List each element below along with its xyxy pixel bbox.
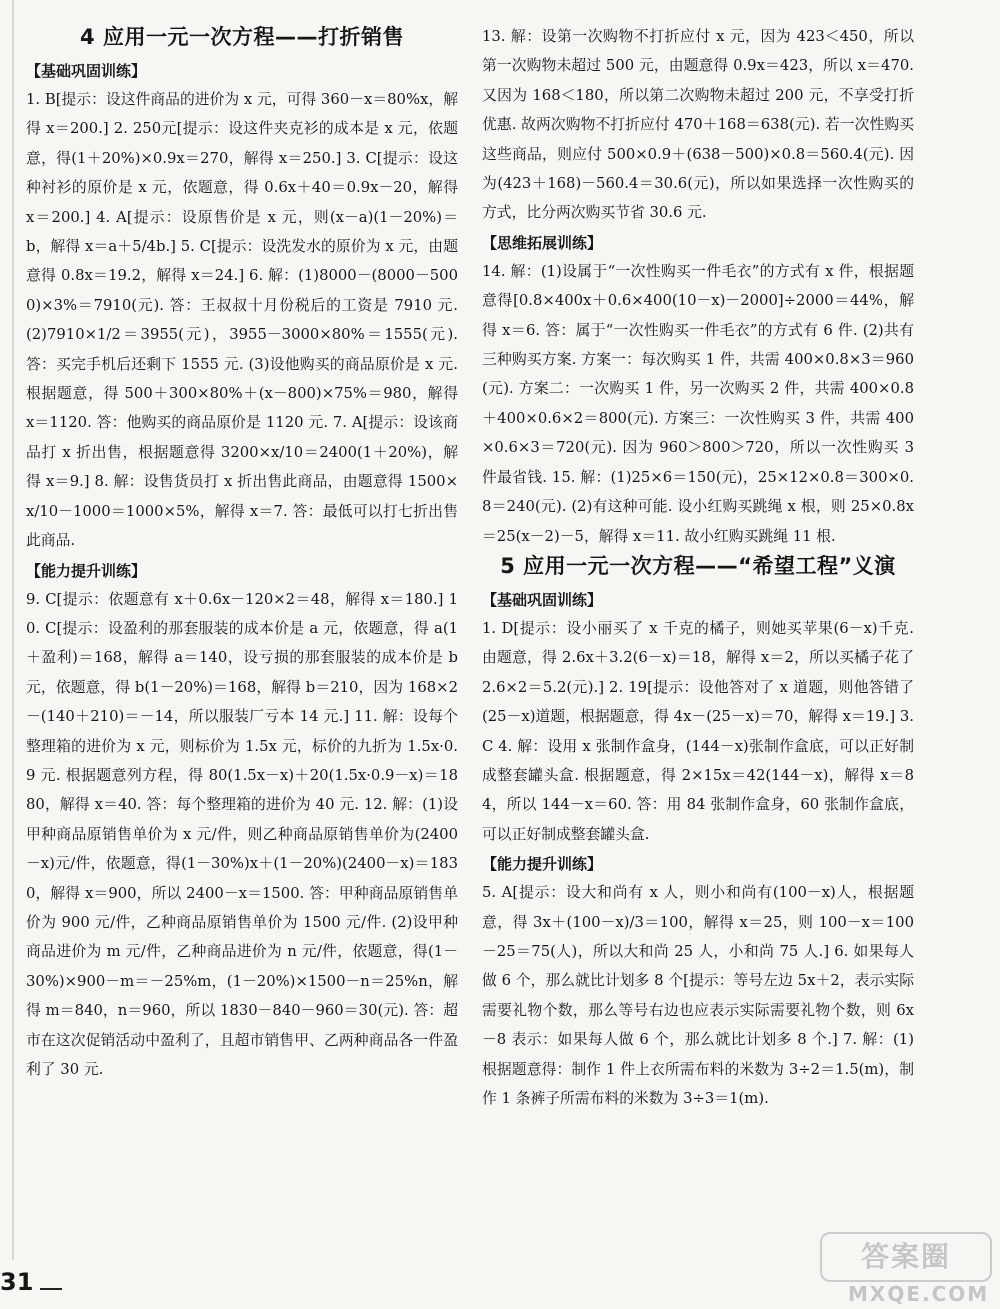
page-number: 31 (0, 1268, 34, 1296)
page-number-rule (40, 1288, 62, 1290)
ability-training-answers: 9. C[提示：依题意有 x＋0.6x－120×2＝48，解得 x＝180.] 10. C[提示：设盈利的那套服装的成本价是 a 元，依题意，得 a(1＋盈利)＝168，解得 a＝140，设亏损的那套服装的成本价是 b 元，依题意，得 b(1－20%)＝168，解得 b＝210，因为 168×2－(140＋210)＝－14，所以服装厂亏本 14 元.] 11. 解：设每个整理箱的进价为 x 元，则标价为 1.5x 元，标价的九折为 1.5x·0.9 元. 根据题意列方程，得 80(1.5x－x)＋20(1.5x·0.9－x)＝1880，解得 x＝40. 答：每个整理箱的进价为 40 元. 12. 解：(1)设甲种商品原销售单价为 x 元/件，则乙种商品原销售单价为(2400－x)元/件，依题意，得(1－30%)x＋(1－20%)(2400－x)＝1830，解得 x＝900，所以 2400－x＝1500. 答：甲种商品原销售单价为 900 元/件，乙种商品原销售单价为 1500 元/件. (2)设甲种商品进价为 m 元/件，乙种商品进价为 n 元/件，依题意，得(1－30%)×900－m＝－25%m，(1－20%)×1500－n＝25%n，解得 m＝840，n＝960，所以 1830－840－960＝30(元). 答：超市在这次促销活动中盈利了，且超市销售甲、乙两种商品各一件盈利了 30 元. (26, 590, 458, 1078)
section-4-title: 4 应用一元一次方程——打折销售 (80, 25, 404, 49)
right-column (482, 22, 914, 1113)
problem-13-answer: 13. 解：设第一次购物不打折应付 x 元，因为 423＜450，所以第一次购物未超过 500 元，由题意得 0.9x＝423，所以 x＝470. 又因为 168＜180，所以第二次购物未超过 200 元，不享受打折优惠. 故两次购物不打折应付 470＋168＝638(元). 若一次性购买这些商品，则应付 500×0.9＋(638－500)×0.8＝560.4(元). 因为(423＋168)－560.4＝30.6(元)，所以如果选择一次性购买的方式，比分两次购买节省 30.6 元. (482, 28, 914, 222)
ability-training-heading: 【能力提升训练】 (26, 561, 147, 580)
section-5-title: 5 应用一元一次方程——“希望工程”义演 (500, 553, 896, 578)
watermark-text: MXQE.COM (848, 1282, 990, 1306)
watermark-mark: 答案圈 (820, 1232, 992, 1282)
watermark-logo (812, 1232, 998, 1308)
basic-training-answers: 1. B[提示：设这件商品的进价为 x 元，可得 360－x＝80%x，解得 x＝200.] 2. 250元[提示：设这件夹克衫的成本是 x 元，依题意，得(1＋20%)×0.9x＝270，解得 x＝250.] 3. C[提示：设这种衬衫的原价是 x 元，依题意，得 0.6x＋40＝0.9x－20，解得 x＝200.] 4. A[提示：设原售价是 x 元，则(x－a)(1－20%)＝b，解得 x＝a＋5/4b.] 5. C[提示：设洗发水的原价为 x 元，由题意得 0.8x＝19.2，解得 x＝24.] 6. 解：(1)8000－(8000－5000)×3%＝7910(元). 答：王叔叔十月份税后的工资是 7910 元. (2)7910×1/2＝3955(元)，3955－3000×80%＝1555(元). 答：买完手机后还剩下 1555 元. (3)设他购买的商品原价是 x 元. 根据题意，得 500＋300×80%＋(x－800)×75%＝980，解得 x＝1120. 答：他购买的商品原价是 1120 元. 7. A[提示：设该商品打 x 折出售，根据题意得 3200×x/10＝2400(1＋20%)，解得 x＝9.] 8. 解：设售货员打 x 折出售此商品，由题意得 1500×x/10－1000＝1000×5%，解得 x＝7. 答：最低可以打七折出售此商品. (26, 91, 458, 550)
section-5-basic-answers: 1. D[提示：设小丽买了 x 千克的橘子，则她买苹果(6－x)千克. 由题意，得 2.6x＋3.2(6－x)＝18，解得 x＝2，所以买橘子花了 2.6×2＝5.2(元).] 2. 19[提示：设他答对了 x 道题，则他答错了(25－x)道题，根据题意，得 4x－(25－x)＝70，解得 x＝19.] 3. C 4. 解：设用 x 张制作盒身，(144－x)张制作盒底，可以正好制成整套罐头盒. 根据题意，得 2×15x＝42(144－x)，解得 x＝84，所以 144－x＝60. 答：用 84 张制作盒身，60 张制作盒底，可以正好制成整套罐头盒. (482, 619, 914, 843)
section-5-basic-heading: 【基础巩固训练】 (482, 590, 603, 609)
thinking-training-heading: 【思维拓展训练】 (482, 233, 603, 252)
section-5-ability-answers: 5. A[提示：设大和尚有 x 人，则小和尚有(100－x)人，根据题意，得 3x＋(100－x)/3＝100，解得 x＝25，则 100－x＝100－25＝75(人)，所以大和尚 25 人，小和尚 75 人.] 6. 如果每人做 6 个，那么就比计划多 8 个[提示：等号左边 5x＋2，表示实际需要礼物个数，那么等号右边也应表示实际需要礼物个数，则 6x－8 表示：如果每人做 6 个，那么就比计划多 8 个.] 7. 解：(1)根据题意得：制作 1 件上衣所需布料的米数为 3÷2＝1.5(m)，制作 1 条裤子所需布料的米数为 3÷3＝1(m). (482, 884, 914, 1107)
basic-training-heading: 【基础巩固训练】 (26, 62, 147, 80)
section-5-ability-heading: 【能力提升训练】 (482, 855, 603, 874)
thinking-training-answers: 14. 解：(1)设属于“一次性购买一件毛衣”的方式有 x 件，根据题意得[0.8×400x＋0.6×400(10－x)－2000]÷2000＝44%，解得 x＝6. 答：属于“一次性购买一件毛衣”的方式有 6 件. (2)共有三种购买方案. 方案一：每次购买 1 件，共需 400×0.8×3＝960(元). 方案二：一次购买 1 件，另一次购买 2 件，共需 400×0.8＋400×0.6×2＝800(元). 方案三：一次性购买 3 件，共需 400×0.6×3＝720(元). 因为 960＞800＞720，所以一次性购买 3 件最省钱. 15. 解：(1)25×6＝150(元)，25×12×0.8＝300×0.8＝240(元). (2)有这种可能. 设小红购买跳绳 x 根，则 25×0.8x＝25(x－2)－5，解得 x＝11. 故小红购买跳绳 11 根. (482, 262, 914, 545)
margin-rule (12, 0, 14, 1260)
left-column (26, 22, 458, 1084)
